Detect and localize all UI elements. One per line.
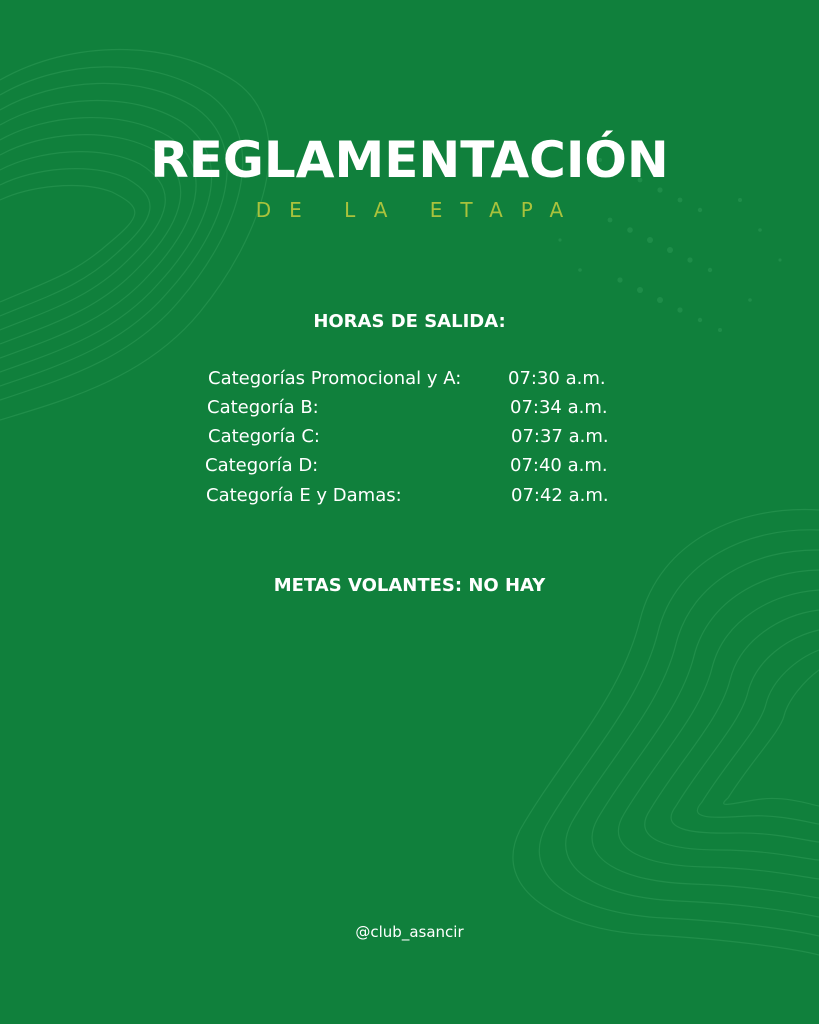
page-subtitle: DE LA ETAPA (255, 198, 582, 222)
metas-volantes-heading: METAS VOLANTES: NO HAY (273, 575, 546, 596)
departure-row (206, 483, 626, 509)
horas-de-salida-heading: HORAS DE SALIDA: (313, 311, 506, 332)
departure-row (207, 395, 627, 421)
category-label: Categoría C: (208, 426, 320, 447)
social-handle: @club_asancir (355, 923, 464, 941)
departure-time: 07:34 a.m. (510, 397, 608, 418)
departure-time: 07:30 a.m. (508, 368, 606, 389)
departure-row (205, 453, 625, 479)
departure-time: 07:42 a.m. (511, 485, 609, 506)
category-label: Categoría B: (207, 397, 319, 418)
top-left-contour-lines (0, 50, 269, 421)
category-label: Categoría E y Damas: (206, 485, 402, 506)
departure-time: 07:40 a.m. (510, 455, 608, 476)
category-label: Categoría D: (205, 455, 319, 476)
departure-time: 07:37 a.m. (511, 426, 609, 447)
category-label: Categorías Promocional y A: (208, 368, 462, 389)
departure-row (208, 424, 628, 450)
departure-row (208, 366, 628, 392)
page-title: REGLAMENTACIÓN (150, 131, 669, 189)
